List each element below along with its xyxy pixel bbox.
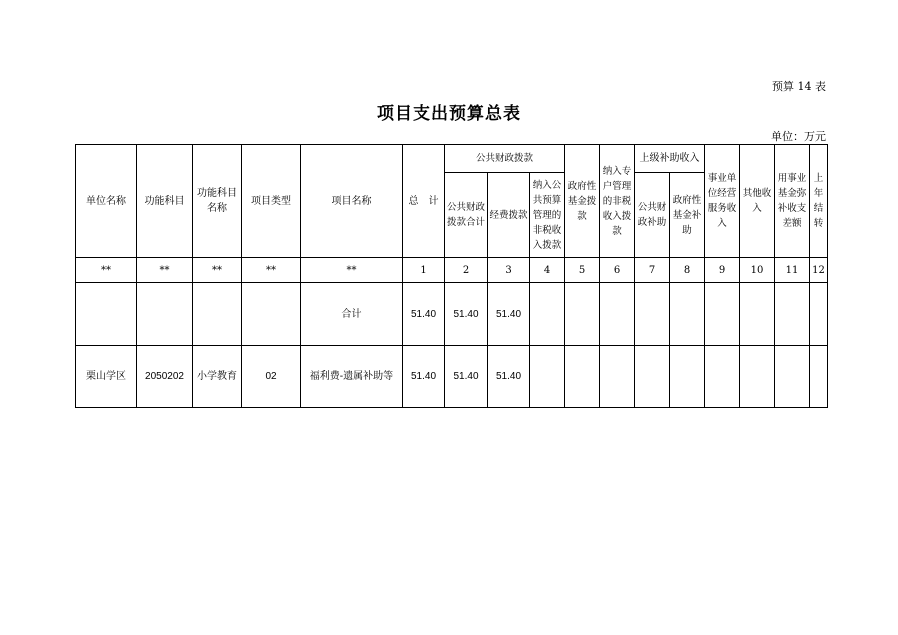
index-cell: 5 (565, 258, 600, 283)
index-cell: 7 (635, 258, 670, 283)
cell-biz-operating (705, 283, 740, 346)
index-cell: 10 (740, 258, 775, 283)
col-gov-fund-subsidy: 政府性基金补助 (670, 173, 705, 258)
index-cell: 11 (775, 258, 810, 283)
page-title: 项目支出预算总表 (377, 104, 521, 124)
col-gov-fund: 政府性基金拨款 (565, 145, 600, 258)
cell-special-nontax (600, 346, 635, 408)
cell-unit-name: 栗山学区 (76, 346, 137, 408)
col-other-income: 其他收入 (740, 145, 775, 258)
col-total: 总 计 (403, 145, 445, 258)
cell-other-income (740, 283, 775, 346)
cell-gov-fund (565, 346, 600, 408)
col-biz-fund-balance: 用事业基金弥补收支差额 (775, 145, 810, 258)
index-cell: 3 (488, 258, 530, 283)
cell-gov-fund-subsidy (670, 346, 705, 408)
cell-func-subject: 2050202 (137, 346, 193, 408)
cell-biz-fund-balance (775, 283, 810, 346)
col-project-type: 项目类型 (242, 145, 301, 258)
index-cell: 12 (810, 258, 828, 283)
index-cell: ** (301, 258, 403, 283)
cell-biz-fund-balance (775, 346, 810, 408)
table-row-total (76, 283, 828, 346)
cell-nontax-budget (530, 283, 565, 346)
index-cell: 9 (705, 258, 740, 283)
cell-unit-name (76, 283, 137, 346)
cell-other-income (740, 346, 775, 408)
cell-funding: 51.40 (488, 283, 530, 346)
index-cell: 1 (403, 258, 445, 283)
col-biz-operating: 事业单位经营服务收入 (705, 145, 740, 258)
col-funding: 经费拨款 (488, 173, 530, 258)
index-cell: ** (137, 258, 193, 283)
cell-project-name: 福利费-遗属补助等 (301, 346, 403, 408)
index-cell: ** (242, 258, 301, 283)
cell-public-fin-total: 51.40 (445, 346, 488, 408)
cell-total: 51.40 (403, 346, 445, 408)
col-func-subject: 功能科目 (137, 145, 193, 258)
cell-nontax-budget (530, 346, 565, 408)
project-budget-table (75, 144, 828, 408)
cell-last-year-carry (810, 346, 828, 408)
cell-project-type: 02 (242, 346, 301, 408)
col-project-name: 项目名称 (301, 145, 403, 258)
table-number: 预算 14 表 (772, 80, 826, 93)
cell-func-subject-name: 小学教育 (193, 346, 242, 408)
cell-biz-operating (705, 346, 740, 408)
col-public-fin-total: 公共财政拨款合计 (445, 173, 488, 258)
col-func-subject-name: 功能科目名称 (193, 145, 242, 258)
cell-gov-fund (565, 283, 600, 346)
col-public-fin-group: 公共财政拨款 (445, 145, 565, 173)
cell-public-fin-total: 51.40 (445, 283, 488, 346)
cell-public-fin-subsidy (635, 346, 670, 408)
cell-last-year-carry (810, 283, 828, 346)
index-cell: 8 (670, 258, 705, 283)
cell-funding: 51.40 (488, 346, 530, 408)
index-cell: ** (76, 258, 137, 283)
col-last-year-carry: 上年结转 (810, 145, 828, 258)
index-cell: 2 (445, 258, 488, 283)
index-cell: ** (193, 258, 242, 283)
index-cell: 6 (600, 258, 635, 283)
cell-func-subject-name (193, 283, 242, 346)
header-row-1 (76, 145, 828, 173)
col-public-fin-subsidy: 公共财政补助 (635, 173, 670, 258)
col-upper-subsidy-group: 上级补助收入 (635, 145, 705, 173)
cell-special-nontax (600, 283, 635, 346)
cell-public-fin-subsidy (635, 283, 670, 346)
col-nontax-budget: 纳入公共预算管理的非税收入拨款 (530, 173, 565, 258)
cell-func-subject (137, 283, 193, 346)
index-cell: 4 (530, 258, 565, 283)
cell-project-name: 合计 (301, 283, 403, 346)
col-unit-name: 单位名称 (76, 145, 137, 258)
table-row (76, 346, 828, 408)
index-row (76, 258, 828, 283)
unit-label: 单位：万元 (771, 130, 826, 143)
cell-gov-fund-subsidy (670, 283, 705, 346)
cell-total: 51.40 (403, 283, 445, 346)
cell-project-type (242, 283, 301, 346)
col-special-nontax: 纳入专户管理的非税收入拨款 (600, 145, 635, 258)
